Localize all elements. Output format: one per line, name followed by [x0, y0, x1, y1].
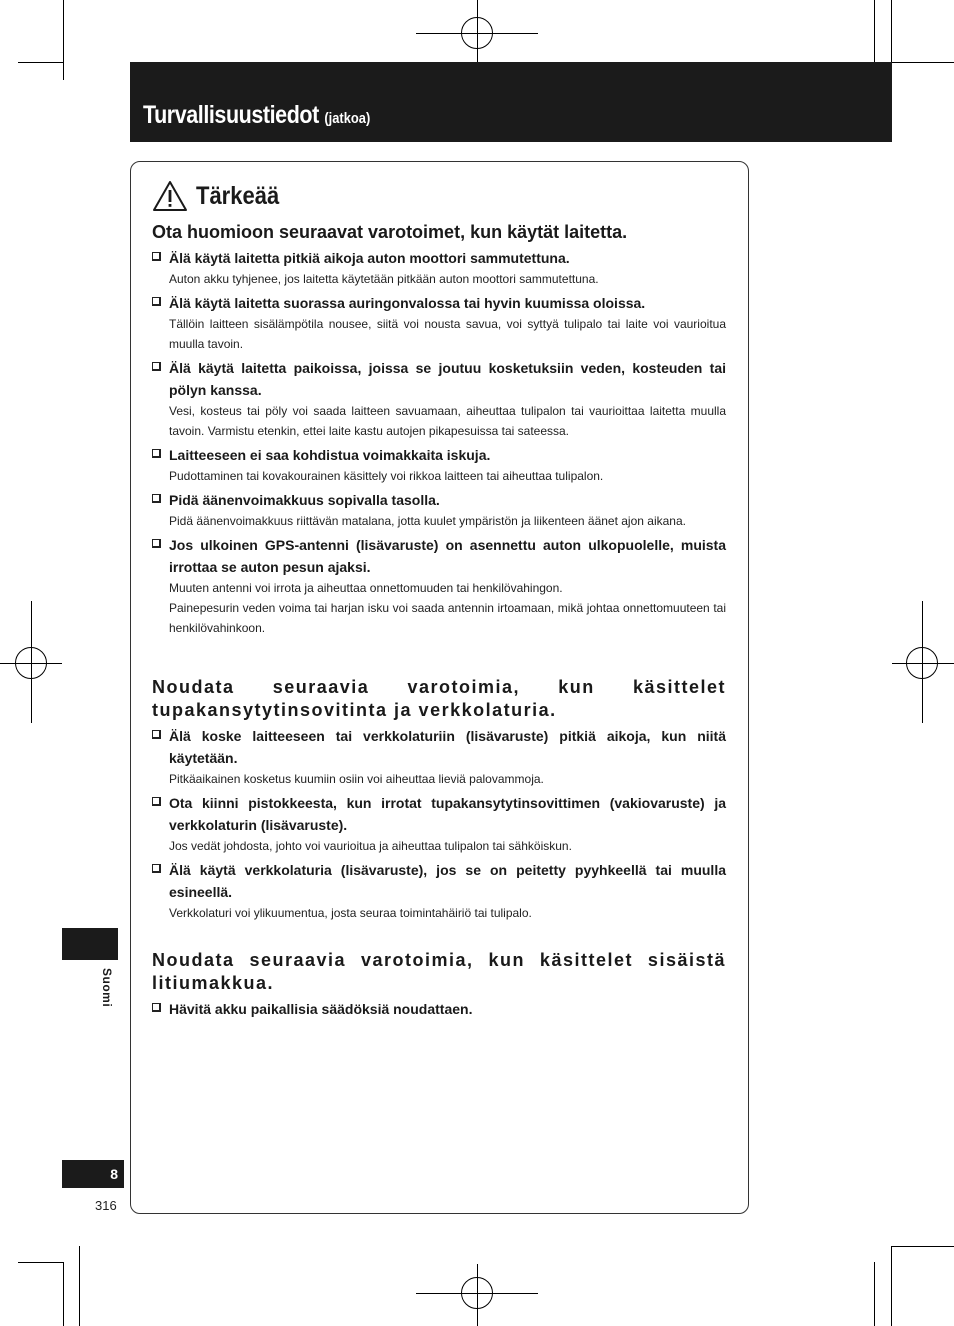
checkbox-bullet-icon	[152, 730, 161, 739]
item-description: Vesi, kosteus tai pöly voi saada laitteen savuamaan, aiheuttaa tulipalon tai vaurioittaa laitetta muulla tavoin. Varmistu etenkin, ettei laite kastu autojen pikapesuissa tai sateessa.	[169, 404, 726, 438]
list-item	[152, 725, 726, 789]
list-item	[152, 247, 726, 289]
section-title: Noudata seuraavia varotoimia, kun käsittelet tupakansytytinsovitinta ja verkkolaturia.	[152, 677, 726, 720]
language-label: Suomi	[100, 968, 114, 1008]
list-item	[152, 292, 726, 354]
page-sub-number: 316	[95, 1198, 117, 1213]
checkbox-bullet-icon	[152, 252, 161, 261]
item-description: Pudottaminen tai kovakourainen käsittely voi rikkoa laitteen tai aiheuttaa tulipalon.	[169, 469, 604, 483]
list-item	[152, 534, 726, 638]
checkbox-bullet-icon	[152, 362, 161, 371]
item-description: Verkkolaturi voi ylikuumentua, josta seuraa toimintahäiriö tai tulipalo.	[169, 906, 532, 920]
checkbox-bullet-icon	[152, 1003, 161, 1012]
item-description: Auton akku tyhjenee, jos laitetta käytetään pitkään auton moottori sammutettuna.	[169, 272, 599, 286]
item-description: Pidä äänenvoimakkuus riittävän matalana, jotta kuulet ympäristön ja liikenteen äänet ajon aikana.	[169, 514, 686, 528]
checkbox-bullet-icon	[152, 864, 161, 873]
section-general	[152, 221, 726, 638]
important-heading	[152, 180, 291, 212]
item-description: Muuten antenni voi irrota ja aiheuttaa onnettomuuden tai henkilövahingon.	[169, 581, 563, 595]
list-item	[152, 998, 726, 1020]
item-heading: Älä käytä laitetta pitkiä aikoja auton moottori sammutettuna.	[169, 250, 570, 266]
item-description: Jos vedät johdosta, johto voi vaurioitua ja aiheuttaa tulipalon tai sähköiskun.	[169, 839, 572, 853]
section-adapter	[152, 676, 726, 923]
list-item	[152, 357, 726, 441]
list-item	[152, 444, 726, 486]
item-heading: Ota kiinni pistokkeesta, kun irrotat tupakansytytinsovittimen (vakiovaruste) ja verkkolaturin (lisävaruste).	[169, 795, 726, 833]
list-item	[152, 859, 726, 923]
section-title: Noudata seuraavia varotoimia, kun käsittelet sisäistä litiumakkua.	[152, 950, 726, 993]
item-heading: Älä käytä laitetta paikoissa, joissa se joutuu kosketuksiin veden, kosteuden tai pölyn kanssa.	[169, 360, 726, 398]
page-title-text: Turvallisuustiedot	[143, 101, 319, 129]
important-title: Tärkeää	[196, 181, 280, 210]
checkbox-bullet-icon	[152, 297, 161, 306]
item-heading: Jos ulkoinen GPS-antenni (lisävaruste) on asennettu auton ulkopuolelle, muista irrottaa se auton pesun ajaksi.	[169, 537, 726, 575]
page-title	[143, 101, 370, 130]
item-description: Pitkäaikainen kosketus kuumiin osiin voi aiheuttaa lieviä palovammoja.	[169, 772, 544, 786]
warning-icon	[152, 180, 188, 212]
item-heading: Älä käytä verkkolaturia (lisävaruste), jos se on peitetty pyyhkeellä tai muulla esineellä.	[169, 862, 726, 900]
checkbox-bullet-icon	[152, 797, 161, 806]
list-item	[152, 792, 726, 856]
section-title: Ota huomioon seuraavat varotoimet, kun käytät laitetta.	[152, 222, 628, 242]
page-number: 8	[62, 1160, 124, 1188]
list-item	[152, 489, 726, 531]
item-description: Painepesurin veden voima tai harjan isku voi saada antennin irtoamaan, mikä johtaa onnettomuuteen tai henkilövahinkoon.	[169, 601, 726, 635]
item-heading: Älä koske laitteeseen tai verkkolaturiin (lisävaruste) pitkiä aikoja, kun niitä käytetään.	[169, 728, 726, 766]
checkbox-bullet-icon	[152, 449, 161, 458]
item-heading: Älä käytä laitetta suorassa auringonvalossa tai hyvin kuumissa oloissa.	[169, 295, 646, 311]
page-subtitle: (jatkoa)	[324, 110, 371, 127]
item-heading: Hävitä akku paikallisia säädöksiä noudattaen.	[169, 1001, 473, 1017]
language-tab-marker	[62, 928, 118, 960]
checkbox-bullet-icon	[152, 539, 161, 548]
checkbox-bullet-icon	[152, 494, 161, 503]
item-heading: Pidä äänenvoimakkuus sopivalla tasolla.	[169, 492, 440, 508]
item-description: Tällöin laitteen sisälämpötila nousee, siitä voi nousta savua, voi syttyä tulipalo tai laite voi vaurioitua muulla tavoin.	[169, 317, 726, 351]
section-battery	[152, 949, 726, 1020]
item-heading: Laitteeseen ei saa kohdistua voimakkaita iskuja.	[169, 447, 491, 463]
